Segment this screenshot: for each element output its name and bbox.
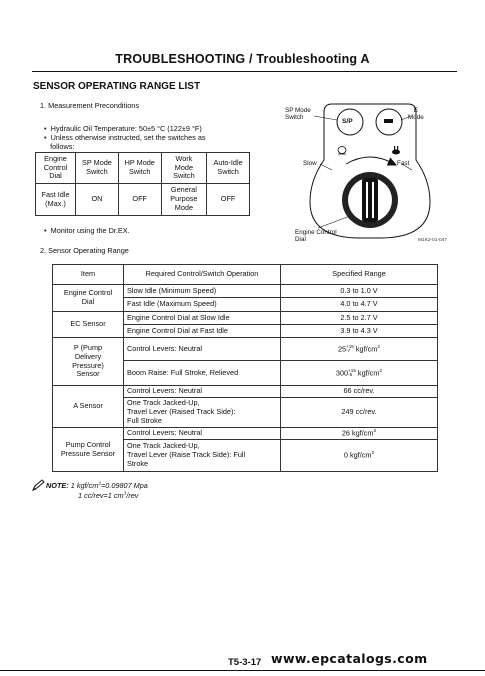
item-p-sensor: P (Pump Delivery Pressure) Sensor: [53, 338, 124, 386]
note-label: NOTE:: [46, 481, 69, 490]
op-cell: Engine Control Dial at Slow Idle: [124, 312, 281, 325]
site-watermark: www.epcatalogs.com: [271, 651, 428, 666]
range-cell: 66 cc/rev.: [281, 386, 438, 398]
bullet-switches-line2: follows:: [50, 142, 75, 151]
page-title: TROUBLESHOOTING / Troubleshooting A: [115, 52, 370, 66]
value-sp-mode-switch: ON: [76, 184, 119, 216]
engine-control-dial-icon: [342, 172, 398, 228]
turtle-icon: [338, 147, 346, 155]
range-cell: 249 cc/rev.: [281, 398, 438, 428]
range-cell: 300+15 -5 kgf/$cm^2$: [281, 361, 438, 386]
table-row: [53, 428, 438, 440]
sensor-range-table: [52, 264, 438, 472]
figure-code: M1K2-01-047: [418, 238, 448, 243]
switch-table-header-row: [36, 153, 250, 184]
range-cell: 25+15 -7 kgf/$cm^2$: [281, 338, 438, 361]
engine-control-dial-label: Engine Control Dial: [295, 229, 337, 244]
item-ec-sensor: EC Sensor: [53, 312, 124, 338]
bullet-monitor-text: Monitor using the Dr.EX.: [50, 226, 130, 235]
page-number: T5-3-17: [228, 657, 262, 668]
bullet-switches-line1: Unless otherwise instructed, set the switches as: [50, 133, 206, 142]
op-cell: Control Levers: Neutral: [124, 338, 281, 361]
section-title: SENSOR OPERATING RANGE LIST: [33, 81, 201, 92]
switch-settings-table: [35, 152, 250, 216]
slow-label: Slow: [303, 160, 317, 167]
title-rule: [32, 71, 457, 72]
value-hp-mode-switch: OFF: [118, 184, 161, 216]
bullet-oil-temperature: • Hydraulic Oil Temperature: 50±5 °C (122±9 °F): [44, 124, 202, 133]
range-cell: 0.3 to 1.0 V: [281, 285, 438, 298]
op-cell: One Track Jacked-Up, Travel Lever (Raised Track Side): Full Stroke: [124, 398, 281, 428]
range-cell: 2.5 to 2.7 V: [281, 312, 438, 325]
value-work-mode-switch: General Purpose Mode: [161, 184, 207, 216]
item-engine-control-dial: Engine Control Dial: [53, 285, 124, 312]
table-row: [53, 285, 438, 298]
header-item: Item: [53, 265, 124, 285]
header-sp-mode-switch: SP Mode Switch: [76, 153, 119, 184]
op-cell: Boom Raise: Full Stroke, Relieved: [124, 361, 281, 386]
fast-label: Fast: [397, 160, 410, 167]
item-pump-control-pressure-sensor: Pump Control Pressure Sensor: [53, 428, 124, 472]
range-heading: 2. Sensor Operating Range: [40, 246, 129, 255]
header-auto-idle-switch: Auto-Idle Switch: [207, 153, 250, 184]
bullet-oil-temperature-text: Hydraulic Oil Temperature: 50±5 °C (122±9 °F): [50, 124, 202, 133]
op-cell: One Track Jacked-Up, Travel Lever (Raise Track Side): Full Stroke: [124, 440, 281, 472]
value-engine-control-dial: Fast Idle (Max.): [36, 184, 76, 216]
op-cell: Slow Idle (Minimum Speed): [124, 285, 281, 298]
table-row: [53, 312, 438, 325]
header-range: Specified Range: [281, 265, 438, 285]
dial-arc-arrow: [346, 157, 396, 165]
range-cell: 26 kgf/$cm^2$: [281, 428, 438, 440]
header-engine-control-dial: Engine Control Dial: [36, 153, 76, 184]
measurement-heading: 1. Measurement Preconditions: [40, 101, 139, 110]
note-line-1: NOTE: 1 kgf/$cm^2=0.09807$ Mpa: [46, 481, 148, 490]
value-auto-idle-switch: OFF: [207, 184, 250, 216]
table-row: [53, 338, 438, 361]
footer-rule: [0, 670, 485, 671]
e-mode-switch-icon: [376, 109, 402, 135]
header-operation: Required Control/Switch Operation: [124, 265, 281, 285]
op-cell: Engine Control Dial at Fast Idle: [124, 325, 281, 338]
header-hp-mode-switch: HP Mode Switch: [118, 153, 161, 184]
e-mode-label: E Mode: [408, 107, 424, 122]
bullet-switches: • Unless otherwise instructed, set the switches as follows:: [44, 133, 206, 151]
note-line-2: 1 cc/rev=1 $cm^3$/rev: [78, 491, 139, 500]
op-cell: Control Levers: Neutral: [124, 386, 281, 398]
rabbit-icon: [392, 146, 400, 155]
table-row: [53, 386, 438, 398]
switch-table-value-row: [36, 184, 250, 216]
op-cell: Control Levers: Neutral: [124, 428, 281, 440]
op-cell: Fast Idle (Maximum Speed): [124, 298, 281, 312]
header-work-mode-switch: Work Mode Switch: [161, 153, 207, 184]
range-cell: 0 kgf/$cm^2$: [281, 440, 438, 472]
bullet-monitor: • Monitor using the Dr.EX.: [44, 226, 130, 235]
sp-button-text: S/P: [342, 118, 353, 125]
range-table-header: [53, 265, 438, 285]
item-a-sensor: A Sensor: [53, 386, 124, 428]
sp-mode-switch-label: SP Mode Switch: [285, 107, 311, 122]
range-cell: 4.0 to 4.7 V: [281, 298, 438, 312]
range-cell: 3.9 to 4.3 V: [281, 325, 438, 338]
note-pencil-icon: [32, 479, 46, 491]
